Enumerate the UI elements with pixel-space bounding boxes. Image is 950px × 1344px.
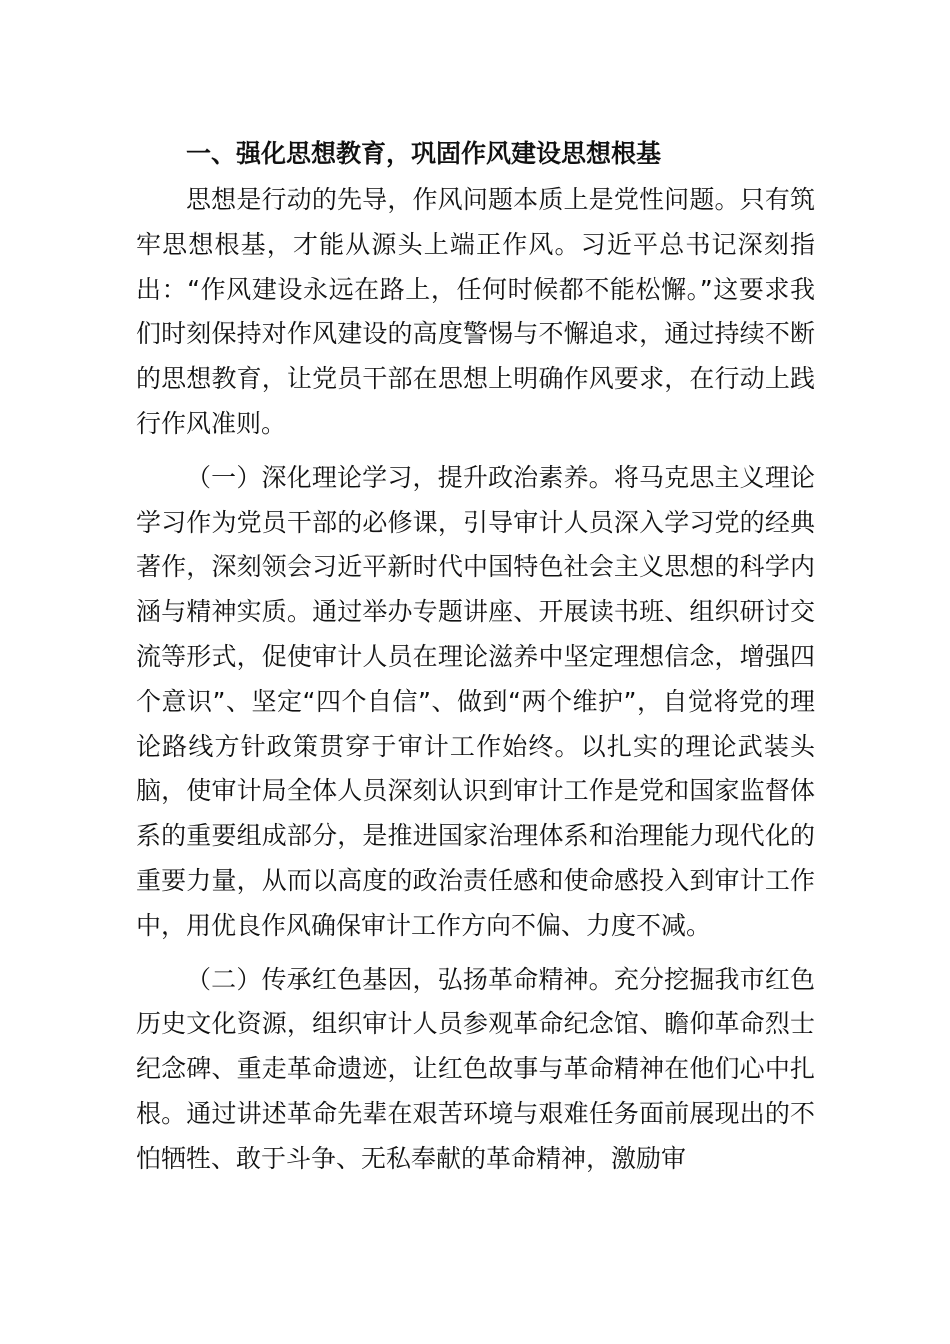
subsection-1-paragraph: （一）深化理论学习，提升政治素养。将马克思主义理论学习作为党员干部的必修课，引导审计人员深入学习党的经典著作，深刻领会习近平新时代中国特色社会主义思想的科学内涵与精神实质。通过举办专题讲座、开展读书班、组织研讨交流等形式，促使审计人员在理论滋养中坚定理想信念，增强四个意识”、坚定“四个自信”、做到“两个维护”，自觉将党的理论路线方针政策贯穿于审计工作始终。以扎实的理论武装头脑，使审计局全体人员深刻认识到审计工作是党和国家监督体系的重要组成部分，是推进国家治理体系和治理能力现代化的重要力量，从而以高度的政治责任感和使命感投入到审计工作中，用优良作风确保审计工作方向不偏、力度不减。 xyxy=(136,462,815,940)
document-page xyxy=(136,136,815,1182)
intro-paragraph: 思想是行动的先导，作风问题本质上是党性问题。只有筑牢思想根基，才能从源头上端正作风。习近平总书记深刻指出：“作风建设永远在路上，任何时候都不能松懈。”这要求我们时刻保持对作风建设的高度警惕与不懈追求，通过持续不断的思想教育，让党员干部在思想上明确作风要求，在行动上践行作风准则。 xyxy=(136,185,815,438)
subsection-2-paragraph: （二）传承红色基因，弘扬革命精神。充分挖掘我市红色历史文化资源，组织审计人员参观革命纪念馆、瞻仰革命烈士纪念碑、重走革命遗迹，让红色故事与革命精神在他们心中扎根。通过讲述革命先辈在艰苦环境与艰难任务面前展现出的不怕牺牲、敢于斗争、无私奉献的革命精神，激励审 xyxy=(136,964,815,1173)
section-heading: 一、强化思想教育，巩固作风建设思想根基 xyxy=(186,139,662,168)
